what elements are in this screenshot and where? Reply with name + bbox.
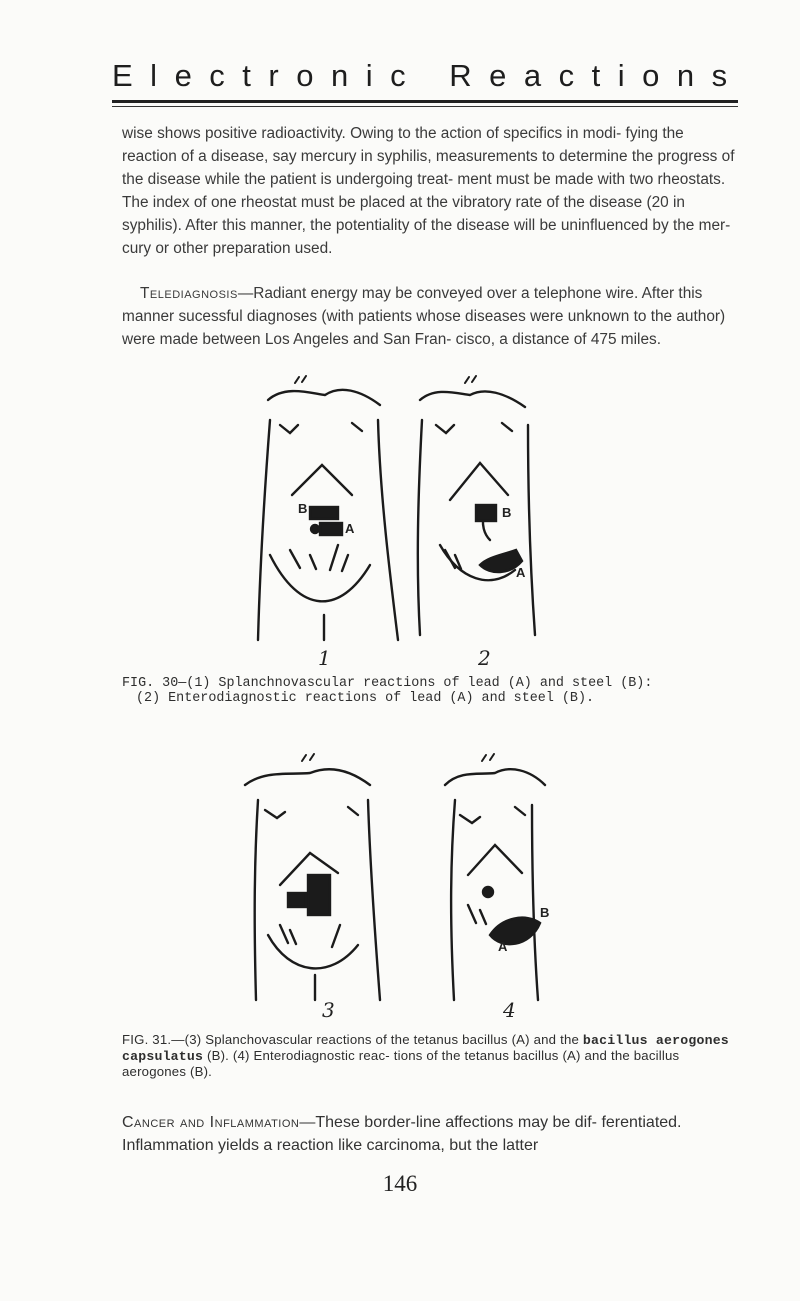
svg-text:A: A — [516, 565, 526, 580]
svg-text:B: B — [502, 505, 512, 520]
torso-diagram-2 — [418, 376, 535, 635]
torso-diagram-4 — [445, 754, 545, 1000]
figure-31-illustration — [240, 745, 560, 1030]
svg-text:A: A — [498, 939, 508, 954]
figure-31-caption-bold: bacillus aerogones capsulatus — [122, 1033, 729, 1064]
telediagnosis-text: —Radiant energy may be conveyed over a telephone wire. After this manner sucessful diagnoses (with patients whose diseases were unknown to the author) were made between Los Angeles and San Fran- cisco, a distance of 475 miles. — [122, 285, 726, 348]
figure-label-1: 1 — [318, 646, 331, 670]
running-head: Electronic Reactions — [112, 58, 745, 93]
figure-30-caption — [122, 676, 742, 706]
torso-diagram-1 — [258, 376, 398, 640]
header-rule-thick — [112, 100, 738, 103]
figure-31-caption — [122, 1032, 742, 1079]
paragraph-telediagnosis — [122, 282, 742, 351]
cancer-text: —These border-line affections may be dif- ferentiated. Inflammation yields a reaction like carcinoma, but the latter — [122, 1114, 682, 1154]
svg-text:A: A — [345, 521, 355, 536]
figure-label-2: 2 — [478, 646, 491, 670]
paragraph-cancer — [122, 1111, 742, 1157]
paragraph-1: wise shows positive radioactivity. Owing to the action of specifics in modi- fying the reaction of a disease, say mercury in syphilis, measurements to determine the progress of the disease while the patient is undergoing treat- ment must be made with two rheostats. The index of one rheostat must be placed at the vibratory rate of the disease (20 in syphilis). After this manner, the potentiality of the disease will be uninfluenced by the mer- cury or other preparation used. — [122, 125, 735, 257]
figure-label-4: 4 — [503, 998, 516, 1022]
figure-31-caption-part1: FIG. 31.—(3) Splanchovascular reactions of the tetanus bacillus (A) and the — [122, 1032, 583, 1047]
figure-31-caption-part2: (B). (4) Enterodiagnostic reac- tions of the tetanus bacillus (A) and the bacillus aerogones (B). — [122, 1048, 680, 1079]
figure-30-illustration — [240, 365, 540, 670]
svg-text:B: B — [298, 501, 308, 516]
figure-30-caption-line1: FIG. 30—(1) Splanchnovascular reactions of lead (A) and steel (B): — [122, 676, 653, 691]
telediagnosis-heading: Telediagnosis — [140, 285, 238, 302]
torso-diagram-3 — [245, 754, 380, 1000]
header-rule-thin — [112, 106, 738, 107]
figure-30-caption-line2: (2) Enterodiagnostic reactions of lead (A) and steel (B). — [136, 691, 595, 706]
svg-text:B: B — [540, 905, 550, 920]
page-number: 146 — [382, 1171, 418, 1196]
figure-label-3: 3 — [322, 998, 335, 1022]
cancer-heading: Cancer and Inflammation — [122, 1114, 300, 1131]
